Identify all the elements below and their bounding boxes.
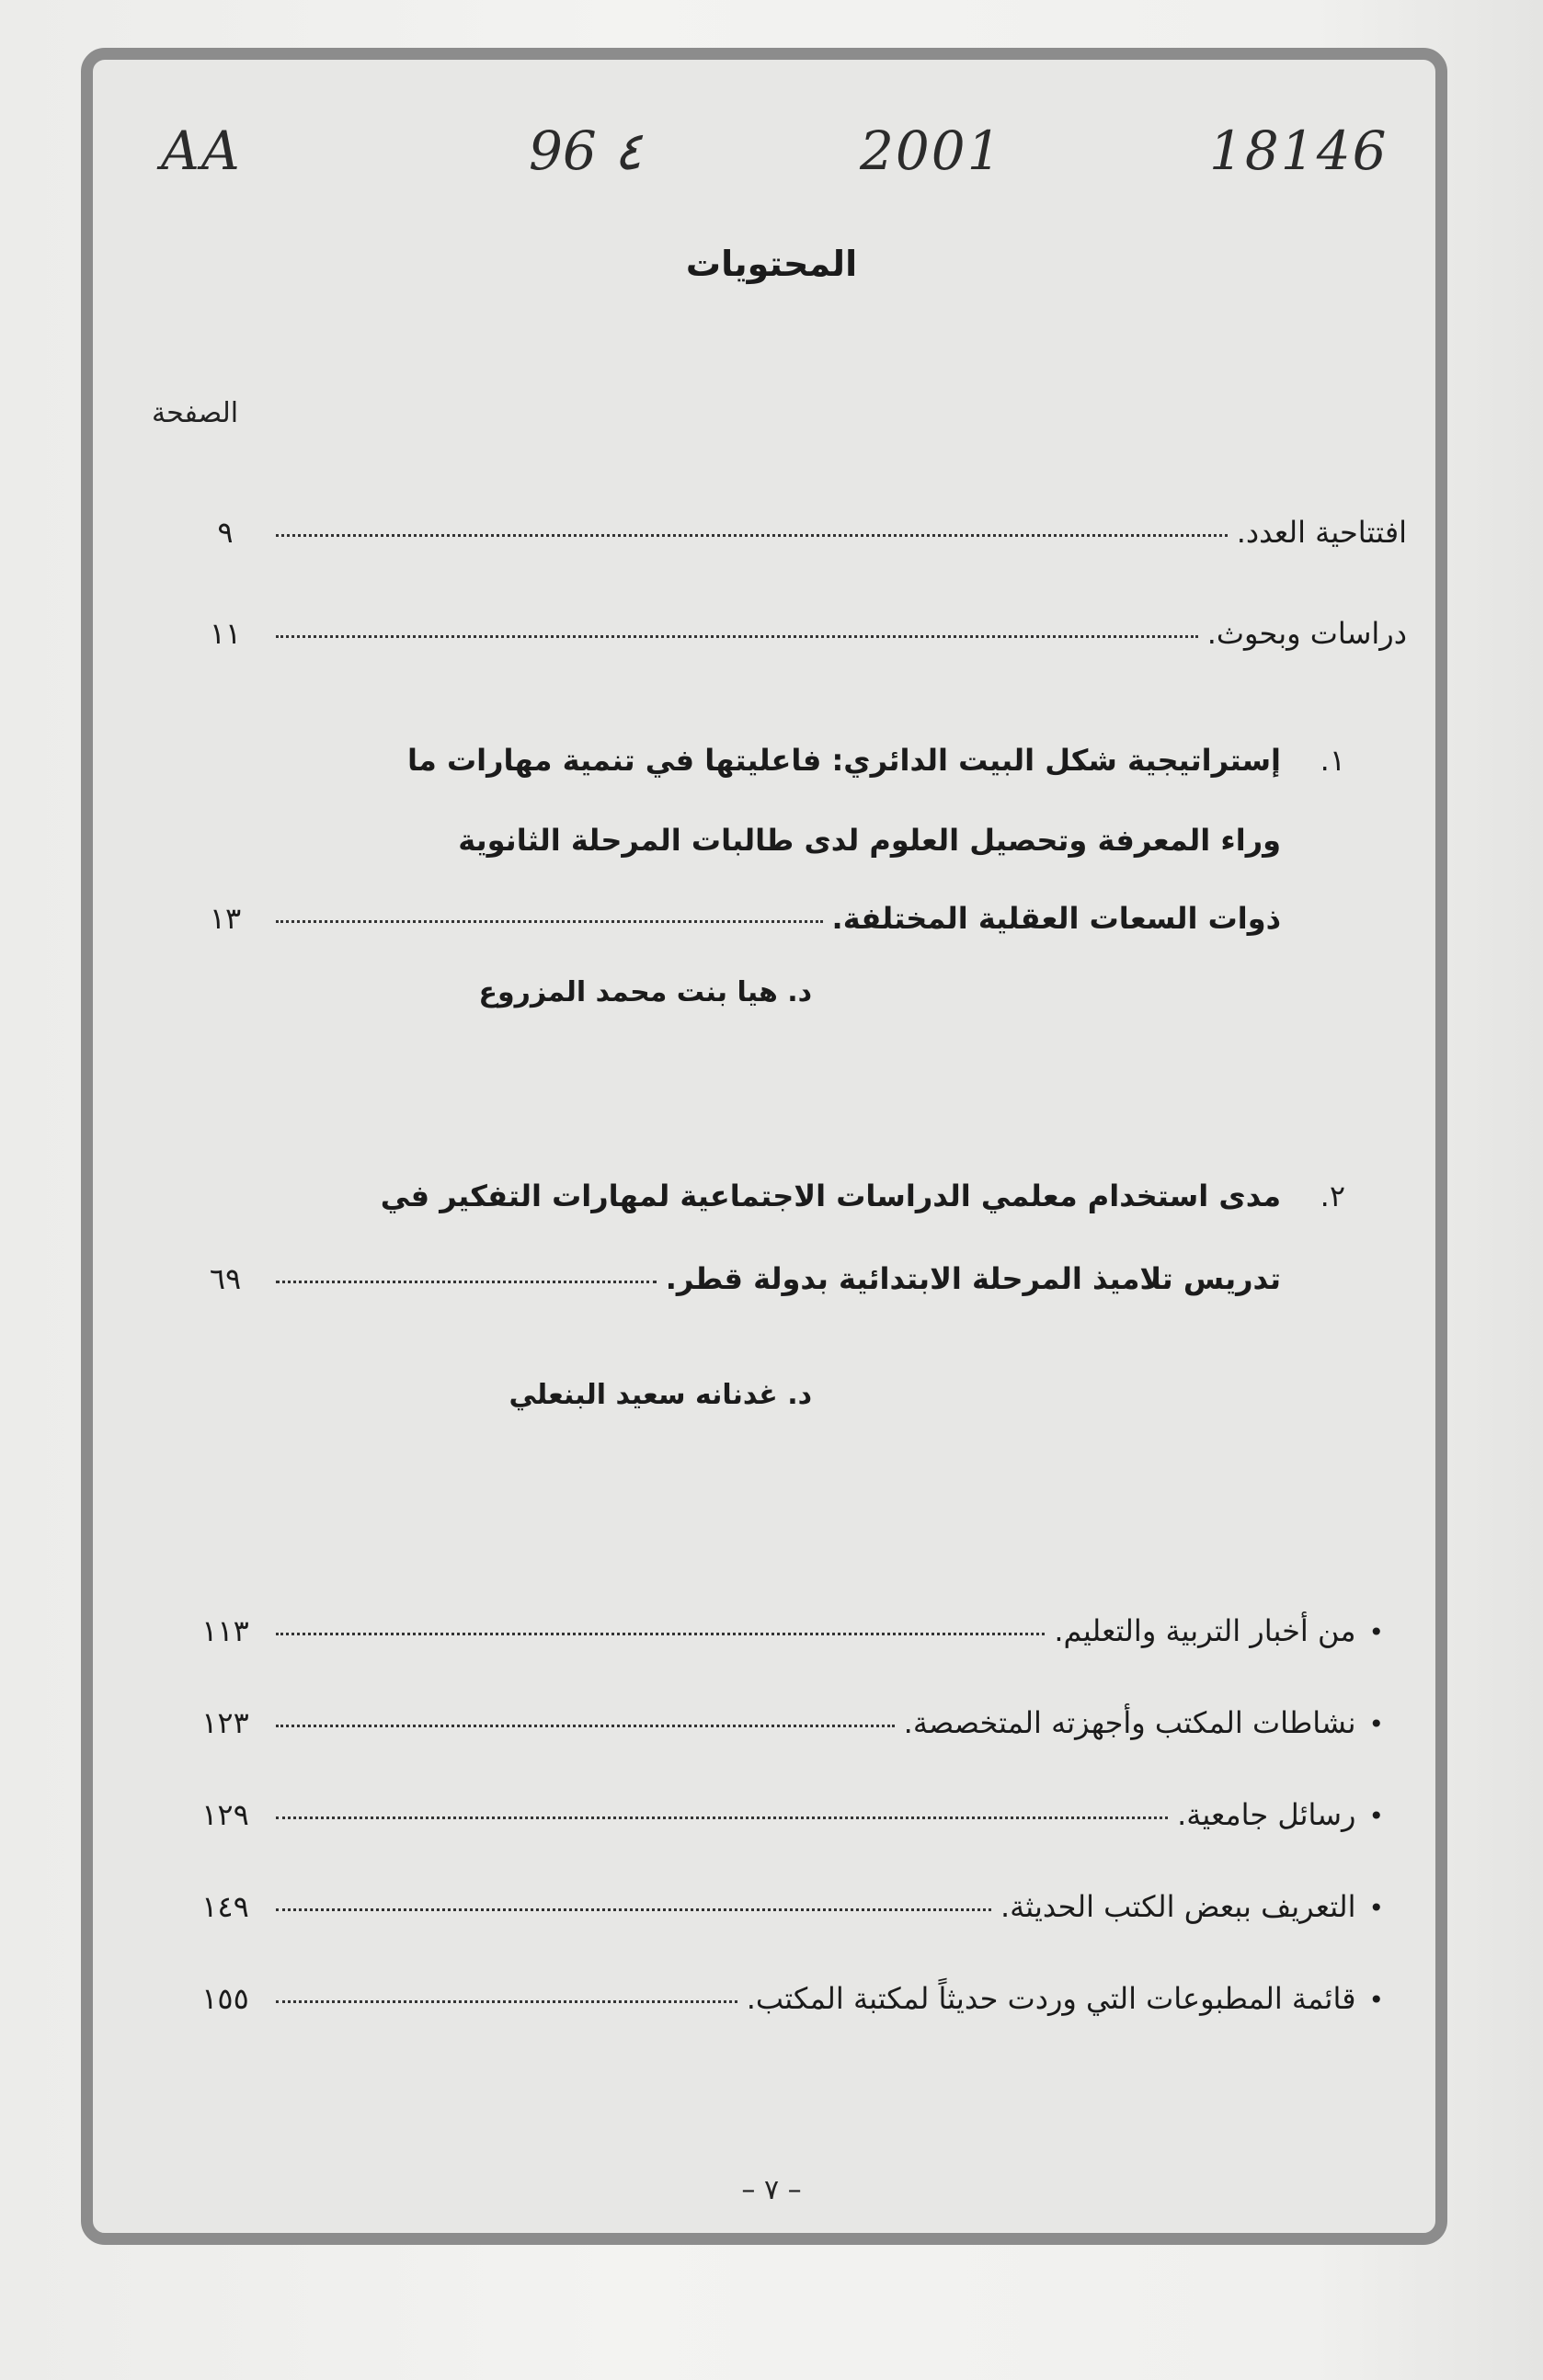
- toc-entry-studies[interactable]: [184, 616, 1407, 651]
- page-column-label: الصفحة: [152, 397, 239, 429]
- handwritten-note-mid-right: 2001: [860, 120, 1003, 182]
- toc-entry-page: ١١: [209, 616, 242, 651]
- toc-section-office-activities[interactable]: [184, 1705, 1384, 1740]
- study-1-title-line-1[interactable]: إستراتيجية شكل البيت الدائري: فاعليتها في تنمية مهارات ما: [406, 743, 1281, 778]
- handwritten-note-left: AA: [161, 120, 242, 182]
- toc-title: المحتويات: [685, 244, 858, 284]
- leader-dots: [276, 534, 1228, 537]
- study-2-number: ٢.: [1320, 1179, 1345, 1213]
- toc-entry-text: افتتاحية العدد.: [1236, 515, 1407, 550]
- toc-section-page: ١١٣: [201, 1613, 249, 1648]
- study-1-title-line-2[interactable]: وراء المعرفة وتحصيل العلوم لدى طالبات المرحلة الثانوية: [458, 823, 1281, 858]
- toc-section-text: قائمة المطبوعات التي وردت حديثاً لمكتبة المكتب.: [746, 1981, 1356, 2016]
- toc-section-page: ١٢٩: [201, 1797, 249, 1832]
- handwritten-note-mid-left: 96 ٤: [529, 120, 643, 182]
- handwritten-note-right: 18146: [1209, 120, 1389, 182]
- leader-dots: [276, 1725, 895, 1727]
- study-1-author: د. هيا بنت محمد المزروع: [478, 976, 812, 1008]
- toc-entry-page: ٩: [217, 515, 234, 550]
- study-1-entry[interactable]: [184, 901, 1281, 936]
- toc-section-text: من أخبار التربية والتعليم.: [1054, 1613, 1356, 1648]
- bullet-icon: •: [1368, 1893, 1384, 1923]
- toc-entry-editorial[interactable]: [184, 515, 1407, 550]
- bullet-icon: •: [1368, 1709, 1384, 1739]
- leader-dots: [276, 2000, 737, 2003]
- study-2-title-line-1[interactable]: مدى استخدام معلمي الدراسات الاجتماعية لمهارات التفكير في: [380, 1179, 1281, 1213]
- toc-section-education-news[interactable]: [184, 1613, 1384, 1648]
- page-number: – ٧ –: [741, 2174, 802, 2206]
- leader-dots: [276, 1816, 1168, 1819]
- toc-entry-text: دراسات وبحوث.: [1206, 616, 1407, 651]
- study-1-page: ١٣: [209, 901, 242, 936]
- toc-section-text: التعريف ببعض الكتب الحديثة.: [1000, 1889, 1356, 1924]
- leader-dots: [276, 1633, 1045, 1635]
- study-2-title-line-2: تدريس تلاميذ المرحلة الابتدائية بدولة قطر.: [665, 1261, 1281, 1296]
- study-2-author: د. غدنانه سعيد البنعلي: [509, 1379, 812, 1411]
- toc-section-page: ١٤٩: [201, 1889, 249, 1924]
- bullet-icon: •: [1368, 1985, 1384, 2015]
- bullet-icon: •: [1368, 1801, 1384, 1831]
- toc-section-page: ١٥٥: [201, 1981, 249, 2016]
- study-2-page: ٦٩: [209, 1261, 242, 1296]
- study-2-entry[interactable]: [184, 1261, 1281, 1296]
- leader-dots: [276, 635, 1198, 638]
- toc-section-theses[interactable]: [184, 1797, 1384, 1832]
- leader-dots: [276, 1281, 657, 1283]
- toc-section-text: نشاطات المكتب وأجهزته المتخصصة.: [903, 1705, 1356, 1740]
- toc-section-text: رسائل جامعية.: [1177, 1797, 1356, 1832]
- toc-section-page: ١٢٣: [201, 1705, 249, 1740]
- toc-section-new-books[interactable]: [184, 1889, 1384, 1924]
- study-1-title-line-3: ذوات السعات العقلية المختلفة.: [831, 901, 1281, 936]
- toc-section-publications-list[interactable]: [184, 1981, 1384, 2016]
- bullet-icon: •: [1368, 1617, 1384, 1647]
- leader-dots: [276, 920, 823, 923]
- study-1-number: ١.: [1320, 743, 1345, 778]
- leader-dots: [276, 1908, 991, 1911]
